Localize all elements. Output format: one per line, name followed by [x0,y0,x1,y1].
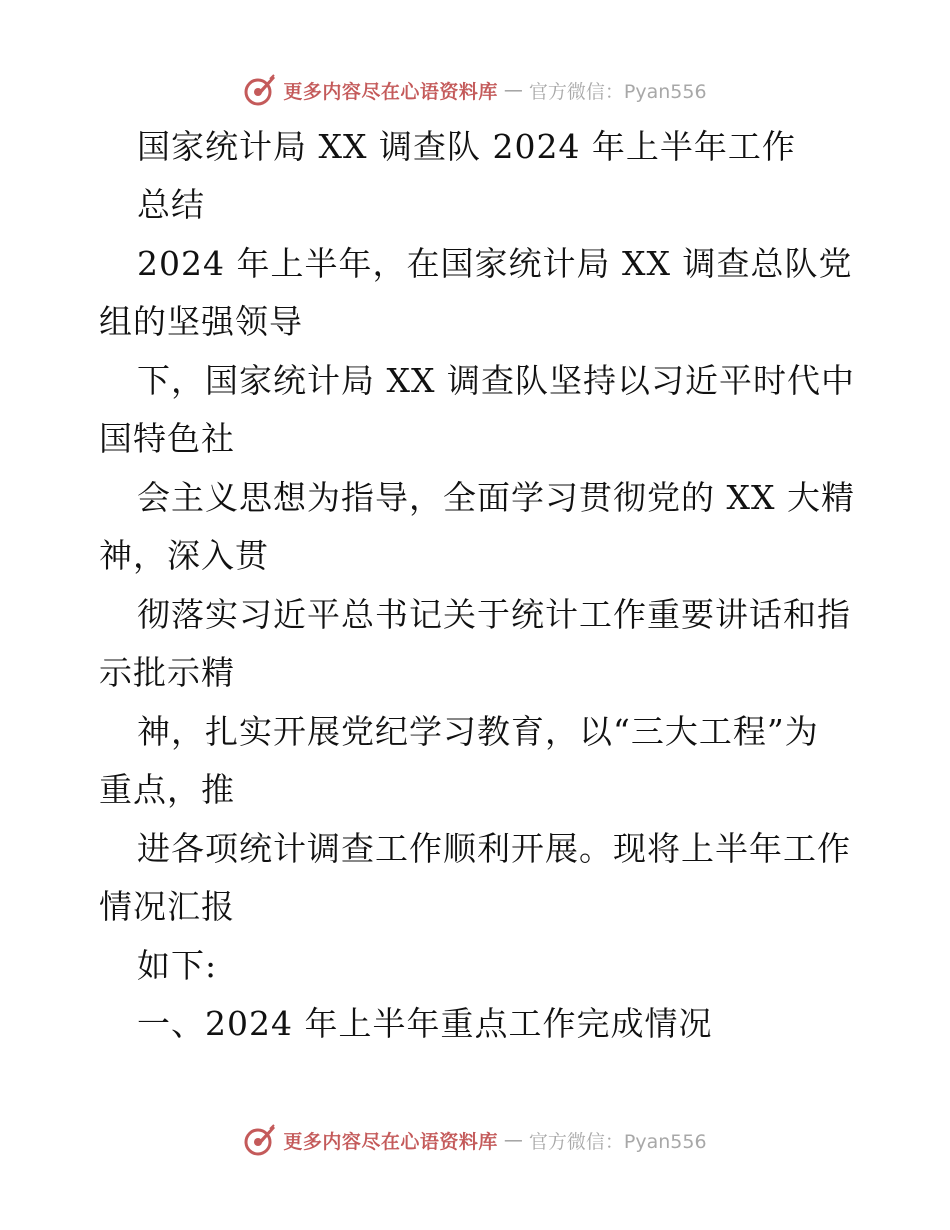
banner-contact: 官方微信：Pyan556 [528,80,707,103]
section-heading: 一、2024 年上半年重点工作完成情况 [137,1004,713,1043]
paragraph-line: 示批示精 [99,653,235,692]
banner-contact: 官方微信：Pyan556 [528,1130,707,1153]
paragraph-line: 重点，推 [99,770,235,809]
paragraph-line: 下，国家统计局 XX 调查队坚持以习近平时代中 [137,361,855,400]
paragraph-line: 神，深入贯 [99,536,269,575]
paragraph-line: 彻落实习近平总书记关于统计工作重要讲话和指 [137,595,851,634]
paragraph-line: 神，扎实开展党纪学习教育，以“三大工程”为 [137,712,819,751]
paragraph-line: 情况汇报 [99,887,235,926]
banner-tagline: 更多内容尽在心语资料库 [283,1130,498,1153]
footer-banner [0,1120,950,1160]
banner-separator: — [503,79,523,101]
paragraph-line: 会主义思想为指导，全面学习贯彻党的 XX 大精 [137,478,855,517]
paragraph-line: 进各项统计调查工作顺利开展。现将上半年工作 [137,829,851,868]
banner-separator: — [503,1129,523,1151]
paragraph-line: 国特色社 [99,419,235,458]
document-title-line-1: 国家统计局 XX 调查队 2024 年上半年工作 [137,127,796,166]
banner-tagline: 更多内容尽在心语资料库 [283,80,498,103]
header-banner [0,70,950,110]
paragraph-line: 组的坚强领导 [99,302,303,341]
quill-logo-icon [243,1123,277,1157]
document-title-line-2: 总结 [137,185,205,224]
paragraph-line: 2024 年上半年，在国家统计局 XX 调查总队党 [137,244,853,283]
paragraph-line: 如下: [137,946,218,985]
quill-logo-icon [243,73,277,107]
